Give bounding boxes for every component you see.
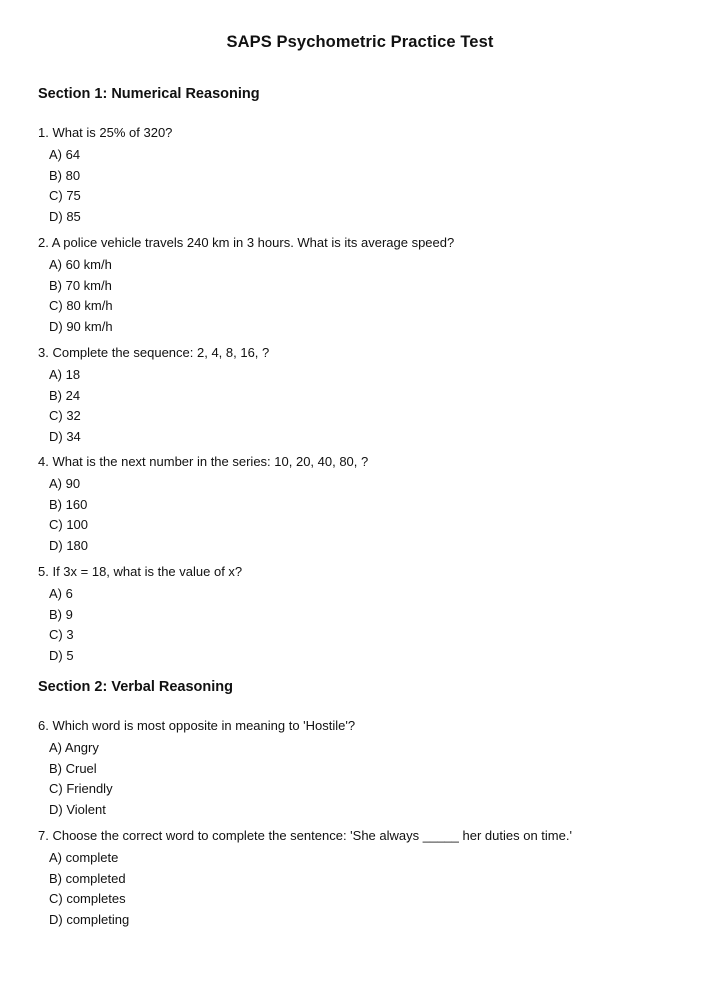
answer-option: A) 60 km/h <box>49 257 112 272</box>
answer-option: D) 85 <box>49 208 81 224</box>
answer-options <box>49 476 688 554</box>
answer-option: D) 5 <box>49 647 74 663</box>
question-7 <box>38 828 688 932</box>
answer-option: B) 80 <box>49 167 81 183</box>
question-text: 2. A police vehicle travels 240 km in 3 hours. What is its average speed? <box>38 235 455 250</box>
answer-option: A) 18 <box>49 367 81 382</box>
answer-option: C) 100 <box>49 517 89 533</box>
question-6 <box>38 718 688 822</box>
answer-option: A) 64 <box>49 147 81 162</box>
answer-option: D) Violent <box>49 801 106 817</box>
question-text: 6. Which word is most opposite in meaning to 'Hostile'? <box>38 718 356 733</box>
question-5 <box>38 564 688 668</box>
answer-option: A) 6 <box>49 586 73 601</box>
answer-option: D) 90 km/h <box>49 318 113 334</box>
answer-option: A) Angry <box>49 740 99 755</box>
question-1 <box>38 125 688 229</box>
answer-options <box>49 367 688 445</box>
question-4 <box>38 454 688 558</box>
answer-option: B) Cruel <box>49 760 97 776</box>
answer-option: B) completed <box>49 870 126 886</box>
question-text: 7. Choose the correct word to complete the sentence: 'She always _____ her duties on time.' <box>38 828 572 843</box>
question-text: 3. Complete the sequence: 2, 4, 8, 16, ? <box>38 345 270 360</box>
answer-option: D) 180 <box>49 537 89 553</box>
question-text: 4. What is the next number in the series: 10, 20, 40, 80, ? <box>38 454 369 469</box>
answer-options <box>49 257 688 335</box>
answer-options <box>49 586 688 664</box>
answer-option: C) completes <box>49 891 126 907</box>
document-title: SAPS Psychometric Practice Test <box>226 33 494 51</box>
question-3 <box>38 345 688 449</box>
answer-options <box>49 740 688 818</box>
answer-option: B) 70 km/h <box>49 277 112 293</box>
answer-option: B) 24 <box>49 387 81 403</box>
answer-option: A) 90 <box>49 476 81 491</box>
answer-option: C) 80 km/h <box>49 298 113 314</box>
question-text: 5. If 3x = 18, what is the value of x? <box>38 564 243 579</box>
answer-option: D) 34 <box>49 428 81 444</box>
question-text: 1. What is 25% of 320? <box>38 125 173 140</box>
question-2 <box>38 235 688 339</box>
answer-option: A) complete <box>49 850 119 865</box>
answer-option: C) Friendly <box>49 781 113 797</box>
answer-option: B) 160 <box>49 496 88 512</box>
answer-option: C) 32 <box>49 408 81 424</box>
answer-option: C) 3 <box>49 627 74 643</box>
answer-option: B) 9 <box>49 606 73 622</box>
answer-option: C) 75 <box>49 188 81 204</box>
answer-options <box>49 850 688 928</box>
section-heading: Section 1: Numerical Reasoning <box>38 86 260 102</box>
answer-options <box>49 147 688 225</box>
answer-option: D) completing <box>49 911 130 927</box>
section-heading: Section 2: Verbal Reasoning <box>38 679 233 695</box>
